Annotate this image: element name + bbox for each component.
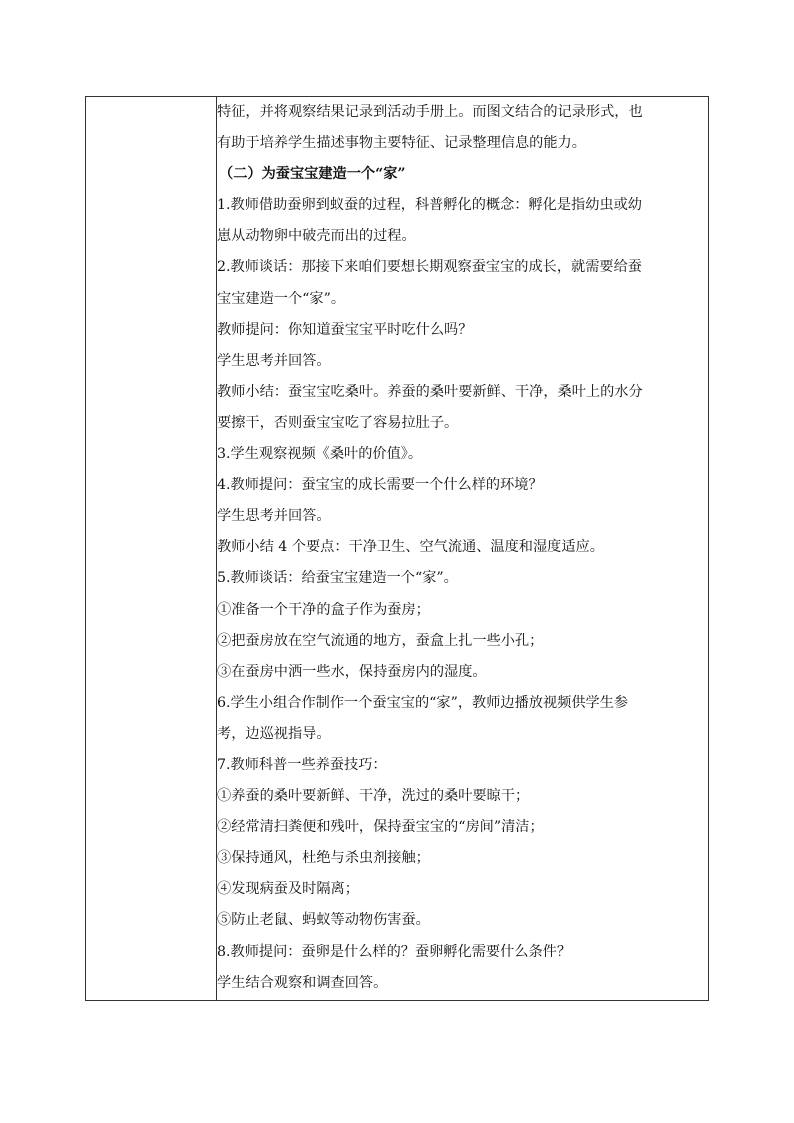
text-line: 有助于培养学生描述事物主要特征、记录整理信息的能力。 — [217, 135, 586, 152]
text-line: 教师提问：你知道蚕宝宝平时吃什么吗？ — [217, 321, 473, 338]
text-line: ③保持通风，杜绝与杀虫剂接触； — [217, 850, 430, 867]
lesson-plan-table — [85, 96, 709, 1001]
table-row — [86, 97, 709, 1001]
text-line: 要擦干，否则蚕宝宝吃了容易拉肚子。 — [217, 414, 459, 431]
left-column-cell — [86, 97, 217, 1001]
text-line: 考，边巡视指导。 — [217, 725, 331, 742]
text-line: 教师小结：蚕宝宝吃桑叶。养蚕的桑叶要新鲜、干净，桑叶上的水分 — [217, 383, 643, 400]
text-line: 1.教师借助蚕卵到蚁蚕的过程，科普孵化的概念：孵化是指幼虫或幼 — [217, 197, 642, 214]
text-line: ③在蚕房中洒一些水，保持蚕房内的湿度。 — [217, 663, 487, 680]
text-line: 崽从动物卵中破壳而出的过程。 — [217, 228, 416, 245]
text-line: ⑤防止老鼠、蚂蚁等动物伤害蚕。 — [217, 912, 430, 929]
text-line: ①准备一个干净的盒子作为蚕房； — [217, 601, 430, 618]
text-line: 2.教师谈话：那接下来咱们要想长期观察蚕宝宝的成长，就需要给蚕 — [217, 259, 642, 276]
text-line: 学生思考并回答。 — [217, 508, 331, 525]
content-cell — [217, 97, 709, 1001]
text-line: 学生结合观察和调查回答。 — [217, 974, 388, 991]
text-line: 7.教师科普一些养蚕技巧： — [217, 756, 387, 773]
text-line: 6.学生小组合作制作一个蚕宝宝的“家”，教师边播放视频供学生参 — [217, 694, 629, 711]
text-line: 5.教师谈话：给蚕宝宝建造一个“家”。 — [217, 570, 458, 587]
text-line: ①养蚕的桑叶要新鲜、干净，洗过的桑叶要晾干； — [217, 788, 530, 805]
content-lines — [217, 97, 708, 999]
section-heading: （二）为蚕宝宝建造一个“家” — [219, 166, 406, 183]
text-line: 教师小结 4 个要点：干净卫生、空气流通、温度和湿度适应。 — [217, 539, 604, 556]
text-line: ②经常清扫粪便和残叶，保持蚕宝宝的“房间”清洁； — [217, 819, 544, 836]
text-line: 学生思考并回答。 — [217, 352, 331, 369]
text-line: 4.教师提问：蚕宝宝的成长需要一个什么样的环境？ — [217, 477, 543, 494]
text-line: 8.教师提问：蚕卵是什么样的？蚕卵孵化需要什么条件？ — [217, 943, 572, 960]
text-line: ②把蚕房放在空气流通的地方，蚕盒上扎一些小孔； — [217, 632, 544, 649]
text-line: 宝宝建造一个“家”。 — [217, 290, 346, 307]
text-line: 特征，并将观察结果记录到活动手册上。而图文结合的记录形式，也 — [217, 104, 643, 120]
text-line: ④发现病蚕及时隔离； — [217, 881, 359, 898]
text-line: 3.学生观察视频《桑叶的价值》。 — [217, 446, 423, 463]
